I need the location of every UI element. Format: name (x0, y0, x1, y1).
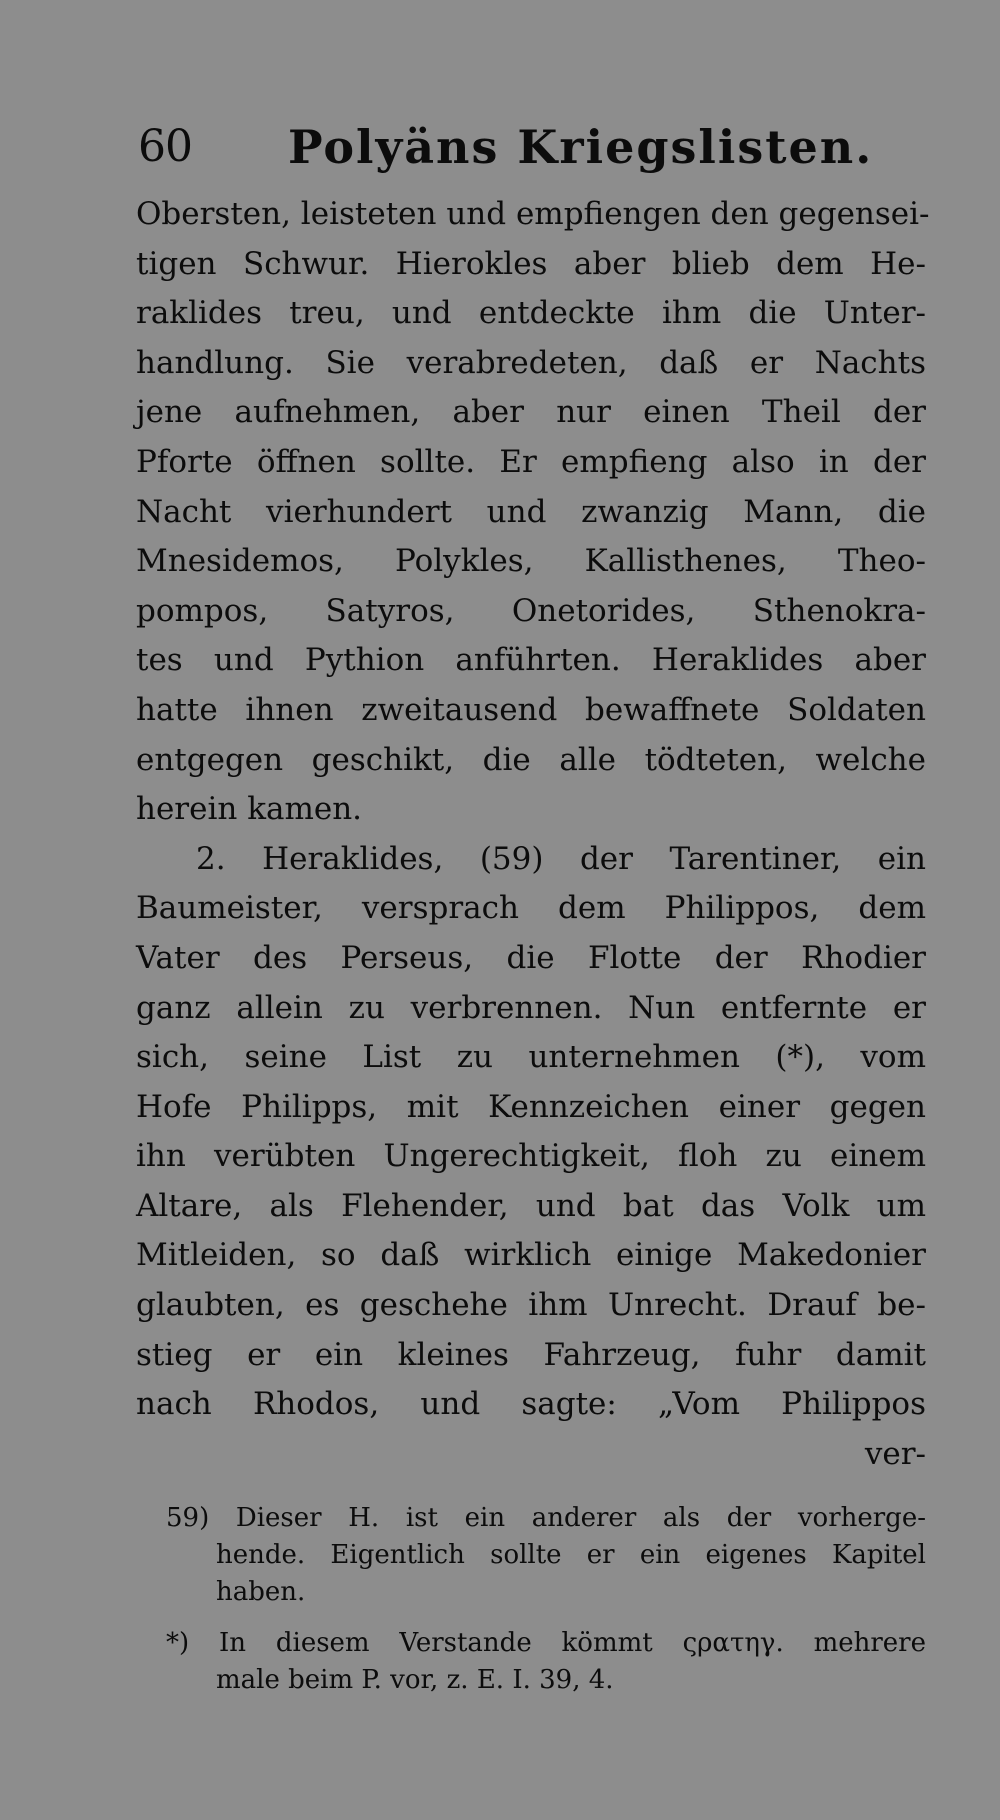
text-line: Hofe Philipps, mit Kennzeichen einer gegen (136, 1088, 926, 1125)
text-line: hatte ihnen zweitausend bewaffnete Soldaten (136, 691, 926, 728)
text-line: herein kamen. (136, 791, 363, 828)
footnote-line: haben. (216, 1577, 306, 1607)
text-line: handlung. Sie verabredeten, daß er Nachts (136, 344, 926, 381)
footnote-asterisk (136, 1625, 926, 1699)
text-line: Vater des Perseus, die Flotte der Rhodier (136, 939, 926, 976)
paragraph-start-line: 2. Heraklides, (59) der Tarentiner, ein (196, 840, 926, 877)
catchword: ver- (864, 1435, 926, 1472)
footnote-59 (136, 1500, 926, 1611)
text-line: jene aufnehmen, aber nur einen Theil der (136, 394, 926, 431)
footnote-line: *) In diesem Verstande kömmt ςρατηγ. mehrere (166, 1628, 926, 1658)
body-text (136, 190, 930, 1479)
text-line: nach Rhodos, und sagte: „Vom Philippos (136, 1386, 926, 1423)
text-line: raklides treu, und entdeckte ihm die Unter- (136, 295, 926, 332)
text-line: glaubten, es geschehe ihm Unrecht. Drauf be- (136, 1287, 926, 1324)
footnote-line: male beim P. vor, z. E. I. 39, 4. (216, 1665, 614, 1695)
text-line: stieg er ein kleines Fahrzeug, fuhr damit (136, 1336, 926, 1373)
text-line: sich, seine List zu unternehmen (*), vom (136, 1039, 926, 1076)
text-line: tes und Pythion anführten. Heraklides aber (136, 642, 926, 679)
text-line: Pforte öffnen sollte. Er empfieng also in der (136, 443, 926, 480)
text-line: Mnesidemos, Polykles, Kallisthenes, Theo- (136, 543, 926, 580)
text-line: pompos, Satyros, Onetorides, Sthenokra- (136, 592, 926, 629)
text-line: Obersten, leisteten und empfiengen den gegensei- (136, 196, 930, 232)
text-line: Mitleiden, so daß wirklich einige Makedonier (136, 1237, 926, 1274)
footnote-line: 59) Dieser H. ist ein anderer als der vorherge- (166, 1503, 926, 1533)
text-line: Nacht vierhundert und zwanzig Mann, die (136, 493, 926, 530)
text-line: ganz allein zu verbrennen. Nun entfernte er (136, 989, 926, 1026)
text-line: entgegen geschikt, die alle tödteten, welche (136, 741, 926, 778)
page-header (138, 112, 938, 182)
text-line: ihn verübten Ungerechtigkeit, floh zu einem (136, 1138, 926, 1175)
footnote-line: hende. Eigentlich sollte er ein eigenes Kapitel (216, 1540, 926, 1570)
text-line: Altare, als Flehender, und bat das Volk um (136, 1187, 926, 1224)
text-line: Baumeister, versprach dem Philippos, dem (136, 890, 926, 927)
text-line: tigen Schwur. Hierokles aber blieb dem He- (136, 245, 926, 282)
page-number: 60 (138, 121, 192, 172)
footnotes (136, 1500, 926, 1699)
running-title: Polyäns Kriegslisten. (288, 120, 874, 174)
